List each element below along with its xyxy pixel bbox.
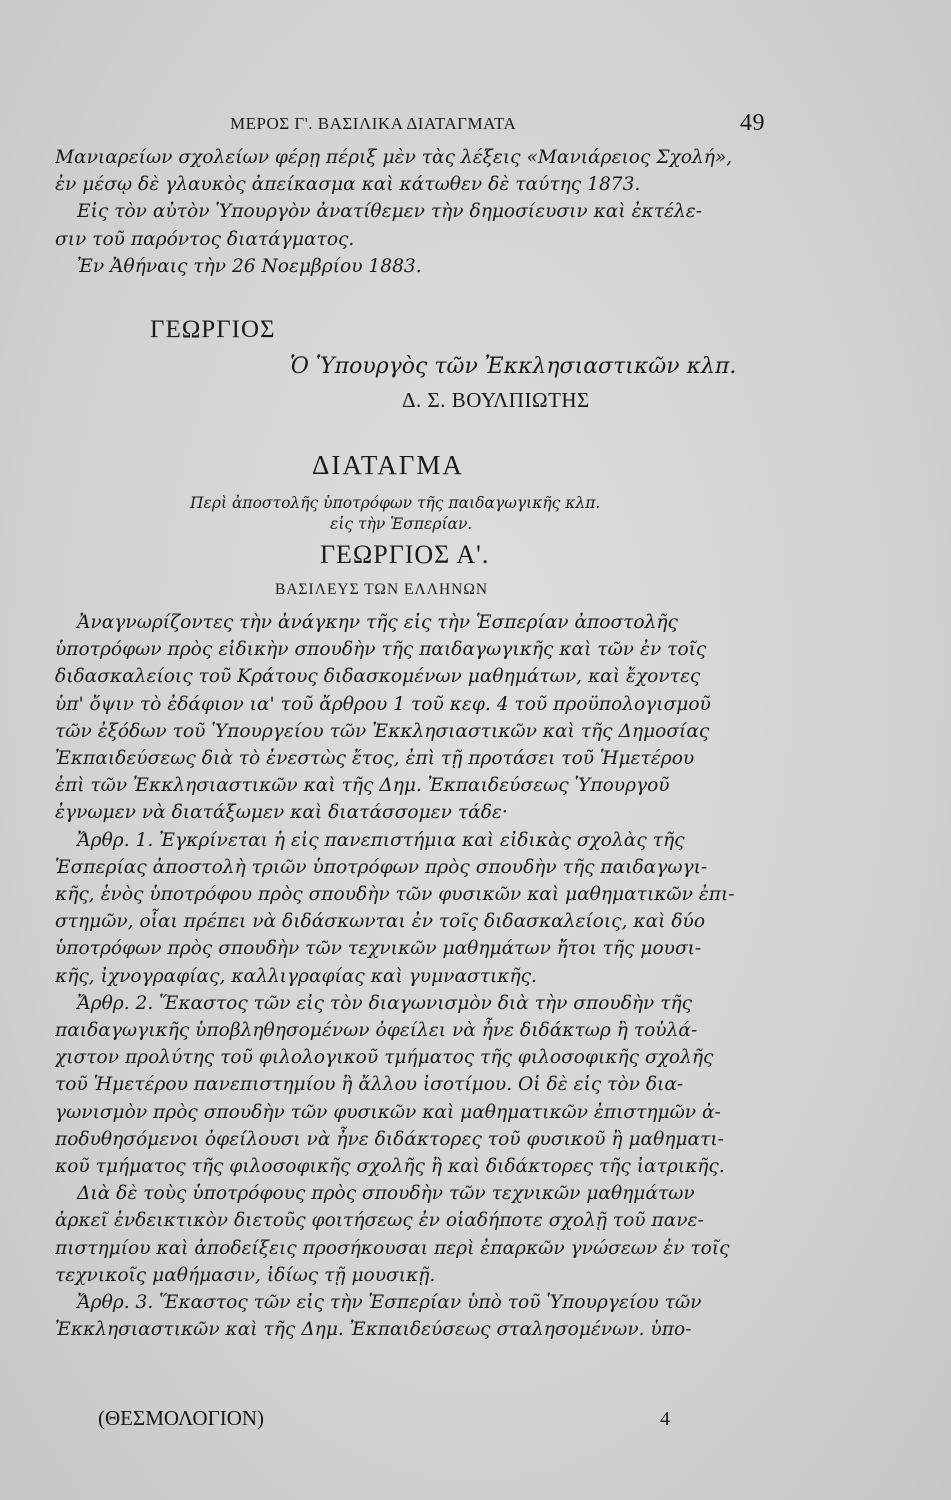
text-line: τεχνικοῖς μαθήμασιν, ἰδίως τῇ μουσικῇ. [55, 1264, 436, 1286]
text-line: κῆς, ἰχνογραφίας, καλλιγραφίας καὶ γυμναστικῆς. [55, 965, 537, 987]
footer-sheet-number: 4 [660, 1408, 670, 1430]
king-signature: ΓΕΩΡΓΙΟΣ [150, 316, 276, 343]
text-line: σιν τοῦ παρόντος διατάγματος. [55, 228, 355, 250]
text-line: τοῦ Ἡμετέρου πανεπιστημίου ἢ ἄλλου ἰσοτίμου. Οἱ δὲ εἰς τὸν δια- [55, 1074, 684, 1096]
text-line: Εἰς τὸν αὐτὸν Ὑπουργὸν ἀνατίθεμεν τὴν δημοσίευσιν καὶ ἐκτέλε- [77, 201, 703, 223]
text-line: ἐν μέσῳ δὲ γλαυκὸς ἀπείκασμα καὶ κάτωθεν δὲ ταύτης 1873. [55, 174, 641, 196]
running-header [230, 110, 770, 136]
text-line: κῆς, ἑνὸς ὑποτρόφου πρὸς σπουδὴν τῶν φυσικῶν καὶ μαθηματικῶν ἐπι- [55, 884, 735, 906]
decree-king-title: ΒΑΣΙΛΕΥΣ ΤΩΝ ΕΛΛΗΝΩΝ [275, 581, 489, 598]
text-line: ὑπ' ὄψιν τὸ ἐδάφιον ια' τοῦ ἄρθρου 1 τοῦ κεφ. 4 τοῦ προϋπολογισμοῦ [55, 693, 711, 715]
minister-name: Δ. Σ. ΒΟΥΛΠΙΩΤΗΣ [402, 388, 590, 412]
text-line: τῶν ἐξόδων τοῦ Ὑπουργείου τῶν Ἐκκλησιαστικῶν καὶ τῆς Δημοσίας [55, 720, 710, 742]
text-line: ἀρκεῖ ἐνδεικτικὸν διετοῦς φοιτήσεως ἐν οἱαδήποτε σχολῇ τοῦ πανε- [55, 1210, 704, 1232]
article-line: Ἄρθρ. 1. Ἐγκρίνεται ἡ εἰς πανεπιστήμια καὶ εἰδικὰς σχολὰς τῆς [77, 829, 685, 851]
text-line: ποδυθησόμενοι ὀφείλουσι νὰ ἦνε διδάκτορες τοῦ φυσικοῦ ἢ μαθηματι- [55, 1128, 724, 1150]
text-line: ἐπὶ τῶν Ἐκκλησιαστικῶν καὶ τῆς Δημ. Ἐκπαιδεύσεως Ὑπουργοῦ [55, 775, 670, 797]
text-line: διδασκαλείοις τοῦ Κράτους διδασκομένων μαθημάτων, καὶ ἔχοντες [55, 666, 701, 688]
text-line: στημῶν, οἷαι πρέπει νὰ διδάσκωνται ἐν τοῖς διδασκαλείοις, καὶ δύο [55, 911, 706, 933]
text-line: Ἐκπαιδεύσεως διὰ τὸ ἐνεστὼς ἔτος, ἐπὶ τῇ προτάσει τοῦ Ἡμετέρου [55, 748, 695, 770]
decree-subject-cont: εἰς τὴν Ἑσπερίαν. [330, 515, 473, 533]
decree-subject: Περὶ ἀποστολῆς ὑποτρόφων τῆς παιδαγωγικῆς κλπ. [190, 494, 601, 512]
decree-title: ΔΙΑΤΑΓΜΑ [312, 450, 464, 480]
text-line: γωνισμὸν πρὸς σπουδὴν τῶν φυσικῶν καὶ μαθηματικῶν ἐπιστημῶν ἀ- [55, 1101, 721, 1123]
text-line: κοῦ τμήματος τῆς φιλοσοφικῆς σχολῆς ἢ καὶ διδάκτορες τῆς ἰατρικῆς. [55, 1156, 725, 1178]
running-title: ΜΕΡΟΣ Γ'. ΒΑΣΙΛΙΚΑ ΔΙΑΤΑΓΜΑΤΑ [230, 114, 517, 133]
decree-king-name: ΓΕΩΡΓΙΟΣ Α'. [320, 540, 490, 569]
text-line: παιδαγωγικῆς ὑποβληθησομένων ὀφείλει νὰ ἦνε διδάκτωρ ἢ τοὐλά- [55, 1020, 698, 1042]
text-line: ὑποτρόφων πρὸς εἰδικὴν σπουδὴν τῆς παιδαγωγικῆς καὶ τῶν ἐν τοῖς [55, 639, 707, 661]
minister-title: Ὁ Ὑπουργὸς τῶν Ἐκκλησιαστικῶν κλπ. [290, 354, 737, 379]
text-line: ὑποτρόφων πρὸς σπουδὴν τῶν τεχνικῶν μαθημάτων ἤτοι τῆς μουσι- [55, 938, 702, 960]
top-paragraph [55, 144, 770, 280]
text-line: Ἐκκλησιαστικῶν καὶ τῆς Δημ. Ἐκπαιδεύσεως σταλησομένων. ὑπο- [55, 1319, 692, 1341]
text-line: Διὰ δὲ τοὺς ὑποτρόφους πρὸς σπουδὴν τῶν τεχνικῶν μαθημάτων [77, 1183, 695, 1205]
footer-signature-mark: (ΘΕΣΜΟΛΟΓΙΟΝ) [98, 1406, 265, 1430]
text-line: ἐγνωμεν νὰ διατάξωμεν καὶ διατάσσομεν τάδε· [55, 802, 508, 824]
article-line: Ἄρθρ. 3. Ἕκαστος τῶν εἰς τὴν Ἑσπερίαν ὑπὸ τοῦ Ὑπουργείου τῶν [77, 1292, 702, 1314]
date-line: Ἐν Ἀθήναις τὴν 26 Νοεμβρίου 1883. [77, 255, 422, 277]
page-number: 49 [740, 110, 765, 136]
text-line: Ἀναγνωρίζοντες τὴν ἀνάγκην τῆς εἰς τὴν Ἑσπερίαν ἀποστολῆς [77, 612, 678, 633]
text-line: Ἑσπερίας ἀποστολὴ τριῶν ὑποτρόφων πρὸς σπουδὴν τῆς παιδαγωγι- [55, 856, 708, 878]
text-line: Μανιαρείων σχολείων φέρῃ πέριξ μὲν τὰς λέξεις «Μανιάρειος Σχολή», [55, 147, 733, 168]
decree-body [55, 609, 770, 1343]
text-line: χιστον προλύτης τοῦ φιλολογικοῦ τμήματος τῆς φιλοσοφικῆς σχολῆς [55, 1047, 714, 1069]
text-line: πιστημίου καὶ ἀποδείξεις προσήκουσαι περὶ ἐπαρκῶν γνώσεων ἐν τοῖς [55, 1237, 730, 1259]
article-line: Ἄρθρ. 2. Ἕκαστος τῶν εἰς τὸν διαγωνισμὸν διὰ τὴν σπουδὴν τῆς [77, 992, 693, 1014]
